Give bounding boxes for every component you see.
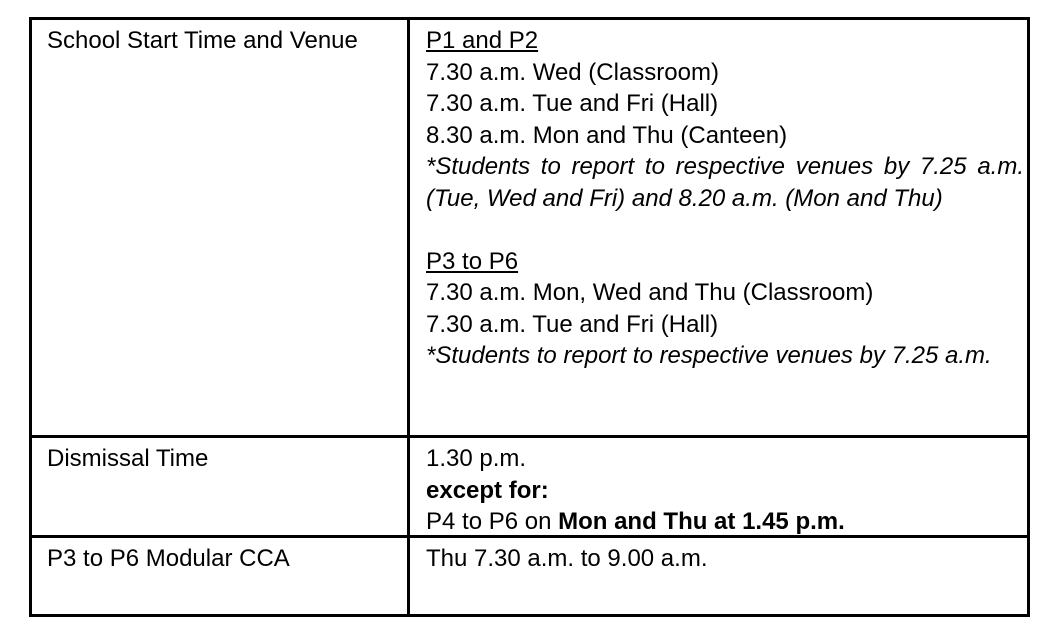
value-cell (410, 20, 1027, 435)
value-cell (410, 438, 1027, 535)
section-heading-p1-p2: P1 and P2 (426, 27, 539, 54)
row-school-start (32, 20, 1027, 435)
label-cell (32, 438, 410, 535)
value-cell (410, 538, 1027, 614)
row-dismissal (32, 435, 1027, 535)
schedule-line: 7.30 a.m. Tue and Fri (Hall) (426, 310, 719, 338)
schedule-line: 7.30 a.m. Mon, Wed and Thu (Classroom) (426, 279, 874, 306)
row-label: Dismissal Time (47, 445, 209, 472)
row-modular-cca (32, 535, 1027, 614)
schedule-line: 7.30 a.m. Wed (Classroom) (426, 58, 719, 86)
label-cell (32, 20, 410, 435)
spacer (426, 214, 1024, 246)
row-label: School Start Time and Venue (47, 27, 358, 54)
cca-time: Thu 7.30 a.m. to 9.00 a.m. (426, 545, 708, 572)
report-note-p3-p6: *Students to report to respective venues by 7.25 a.m. (426, 342, 992, 369)
row-label: P3 to P6 Modular CCA (47, 545, 290, 572)
except-label: except for: (426, 476, 549, 504)
exception-prefix: P4 to P6 on (426, 508, 559, 535)
label-cell (32, 538, 410, 614)
dismissal-time: 1.30 p.m. (426, 445, 527, 472)
report-note-p1-p2: *Students to report to respective venues by 7.25 a.m. (Tue, Wed and Fri) and 8.20 a.m. (Mon and Thu) (426, 153, 1024, 212)
schedule-line: 8.30 a.m. Mon and Thu (Canteen) (426, 121, 788, 149)
section-heading-p3-p6: P3 to P6 (426, 247, 519, 275)
schedule-table (29, 17, 1030, 617)
schedule-line: 7.30 a.m. Tue and Fri (Hall) (426, 90, 719, 117)
dismissal-exception (426, 506, 1024, 538)
exception-bold: Mon and Thu at 1.45 p.m. (558, 508, 845, 535)
